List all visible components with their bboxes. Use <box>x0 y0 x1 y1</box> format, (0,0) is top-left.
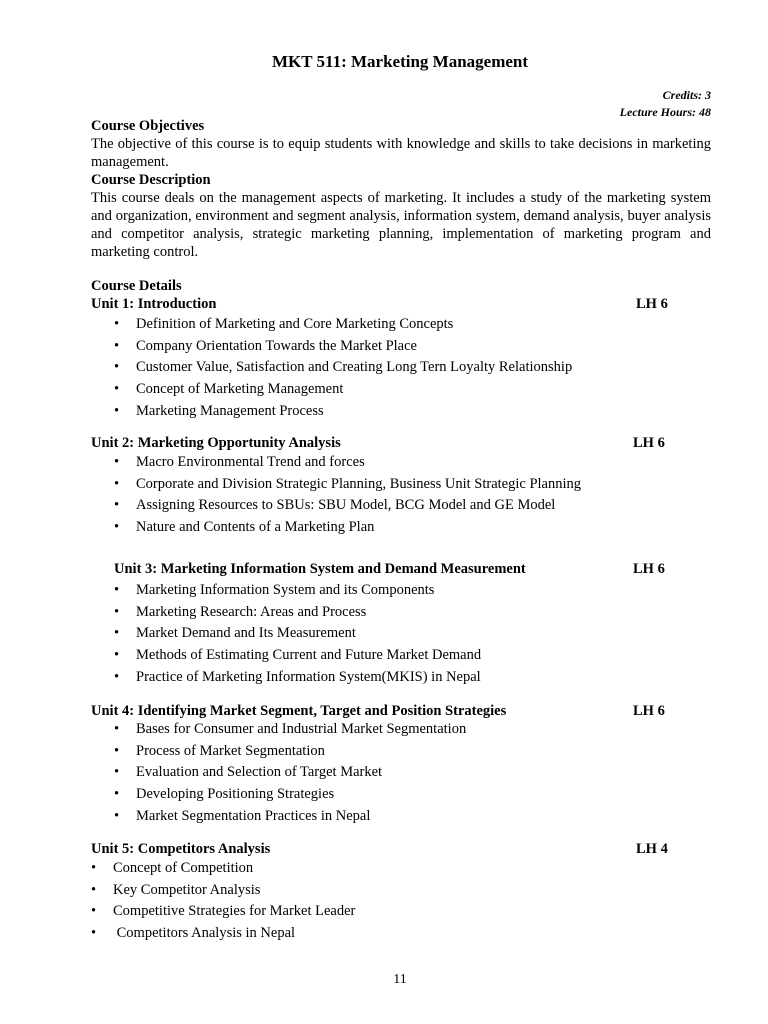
page-number: 11 <box>393 972 407 987</box>
unit-1-lecture-hours: LH 6 <box>636 296 668 312</box>
bullet-icon: • <box>114 668 120 685</box>
unit-1-topics <box>114 314 572 422</box>
unit-2-topics <box>114 452 581 539</box>
list-item: • Practice of Marketing Information System(MKIS) in Nepal <box>114 668 481 685</box>
page-title: MKT 511: Marketing Management <box>271 52 529 71</box>
list-item: • Competitive Strategies for Market Leader <box>91 903 356 920</box>
unit-3-lecture-hours: LH 6 <box>633 561 665 577</box>
bullet-icon: • <box>114 316 120 332</box>
list-item: • Concept of Marketing Management <box>114 381 344 398</box>
unit-2-lecture-hours: LH 6 <box>633 435 665 451</box>
list-item: • Concept of Competition <box>91 860 254 876</box>
objectives-text: The objective of this course is to equip students with knowledge and skills to take decisions in marketing management. <box>91 136 711 170</box>
objectives-heading: Course Objectives <box>91 118 205 134</box>
bullet-icon: • <box>91 860 97 876</box>
list-item: • Process of Market Segmentation <box>114 742 325 759</box>
bullet-icon: • <box>114 807 120 824</box>
list-item: • Developing Positioning Strategies <box>114 786 335 803</box>
bullet-icon: • <box>114 402 120 419</box>
list-item: • Definition of Marketing and Core Marketing Concepts <box>114 316 454 332</box>
unit-4-header <box>91 703 691 720</box>
unit-5-header <box>91 841 691 858</box>
list-item: • Company Orientation Towards the Market Place <box>114 337 417 354</box>
list-item: • Market Demand and Its Measurement <box>114 625 356 642</box>
list-item: • Assigning Resources to SBUs: SBU Model, BCG Model and GE Model <box>114 497 556 514</box>
list-item: • Methods of Estimating Current and Future Market Demand <box>114 647 482 664</box>
description-heading: Course Description <box>91 172 211 188</box>
bullet-icon: • <box>114 721 120 737</box>
bullet-icon: • <box>114 519 120 536</box>
list-item: • Nature and Contents of a Marketing Plan <box>114 519 375 536</box>
unit-1-header <box>91 296 691 313</box>
bullet-icon: • <box>91 903 97 920</box>
bullet-icon: • <box>91 881 97 898</box>
bullet-icon: • <box>114 381 120 398</box>
unit-4-title: Unit 4: Identifying Market Segment, Target and Position Strategies <box>91 703 507 719</box>
unit-5-topics <box>91 858 355 945</box>
list-item: • Evaluation and Selection of Target Market <box>114 764 383 781</box>
unit-5-lecture-hours: LH 4 <box>636 841 668 857</box>
unit-2-header <box>91 435 691 452</box>
bullet-icon: • <box>91 925 97 942</box>
bullet-icon: • <box>114 647 120 664</box>
bullet-icon: • <box>114 475 120 492</box>
course-details-heading: Course Details <box>91 278 182 294</box>
bullet-icon: • <box>114 786 120 803</box>
bullet-icon: • <box>114 742 120 759</box>
unit-4-lecture-hours: LH 6 <box>633 703 665 719</box>
list-item: • Customer Value, Satisfaction and Creating Long Tern Loyalty Relationship <box>114 359 573 376</box>
unit-1-title: Unit 1: Introduction <box>91 296 217 312</box>
list-item: • Market Segmentation Practices in Nepal <box>114 807 371 824</box>
unit-3-header <box>114 561 714 578</box>
list-item: • Marketing Research: Areas and Process <box>114 603 367 620</box>
list-item: • Macro Environmental Trend and forces <box>114 454 365 470</box>
bullet-icon: • <box>114 625 120 642</box>
list-item: • Bases for Consumer and Industrial Market Segmentation <box>114 721 467 737</box>
bullet-icon: • <box>114 582 120 598</box>
list-item: • Key Competitor Analysis <box>91 881 261 898</box>
bullet-icon: • <box>114 454 120 470</box>
credits-label: Credits: 3 <box>662 88 711 102</box>
unit-3-topics <box>114 580 481 688</box>
list-item: • Marketing Information System and its Components <box>114 582 435 598</box>
unit-3-title: Unit 3: Marketing Information System and Demand Measurement <box>114 561 526 577</box>
unit-2-title: Unit 2: Marketing Opportunity Analysis <box>91 435 341 451</box>
list-item: • Corporate and Division Strategic Planning, Business Unit Strategic Planning <box>114 475 582 492</box>
unit-5-title: Unit 5: Competitors Analysis <box>91 841 271 857</box>
bullet-icon: • <box>114 764 120 781</box>
bullet-icon: • <box>114 337 120 354</box>
lecture-hours-label: Lecture Hours: 48 <box>619 105 711 119</box>
unit-4-topics <box>114 719 466 827</box>
list-item: • Marketing Management Process <box>114 402 324 419</box>
list-item: • Competitors Analysis in Nepal <box>91 925 296 942</box>
bullet-icon: • <box>114 497 120 514</box>
bullet-icon: • <box>114 603 120 620</box>
bullet-icon: • <box>114 359 120 376</box>
description-text: This course deals on the management aspects of marketing. It includes a study of the marketing system and organization, environment and segment analysis, information system, demand analysis, buyer analysis and competitor analysis, strategic marketing planning, implementation of marketing program and marketing control. <box>91 190 711 260</box>
